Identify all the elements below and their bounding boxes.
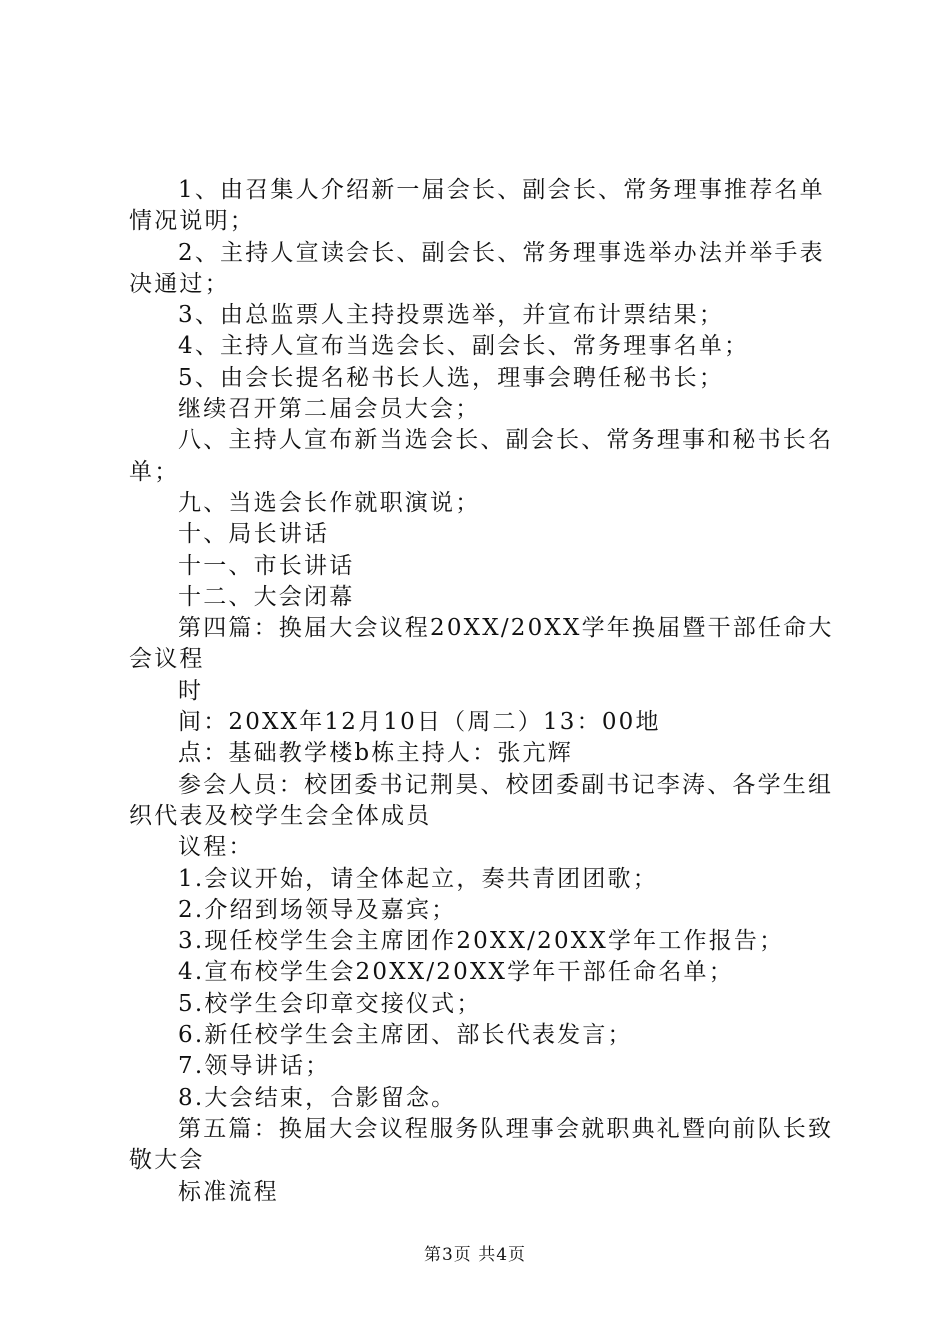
agenda-item: 4.宣布校学生会20XX/20XX学年干部任命名单； — [178, 959, 734, 986]
paragraph: 1、由召集人介绍新一届会长、副会长、常务理事推荐名单情况说明； — [129, 177, 825, 235]
paragraph: 十、局长讲话 — [178, 521, 330, 548]
page-footer: 第3页 共4页 — [423, 1245, 527, 1265]
paragraph: 2、主持人宣读会长、副会长、常务理事选举办法并举手表决通过； — [129, 239, 825, 297]
paragraph: 5、由会长提名秘书长人选，理事会聘任秘书长； — [178, 364, 725, 391]
agenda-item: 6.新任校学生会主席团、部长代表发言； — [178, 1022, 633, 1049]
paragraph: 八、主持人宣布新当选会长、副会长、常务理事和秘书长名单； — [129, 427, 834, 485]
paragraph: 继续召开第二届会员大会； — [178, 396, 481, 423]
paragraph: 点：基础教学楼b栋主持人：张亢辉 — [178, 740, 573, 767]
agenda-item: 5.校学生会印章交接仪式； — [178, 990, 482, 1017]
agenda-item: 7.领导讲话； — [178, 1053, 331, 1080]
paragraph: 3、由总监票人主持投票选举，并宣布计票结果； — [178, 302, 725, 329]
agenda-item: 2.介绍到场领导及嘉宾； — [178, 896, 457, 923]
paragraph: 十一、市长讲话 — [178, 552, 355, 579]
paragraph: 参会人员：校团委书记荆昊、校团委副书记李涛、各学生组织代表及校学生会全体成员 — [129, 771, 834, 829]
document-body — [129, 175, 835, 1208]
agenda-item: 3.现任校学生会主席团作20XX/20XX学年工作报告； — [178, 928, 785, 955]
paragraph: 十二、大会闭幕 — [178, 583, 355, 610]
agenda-item: 1.会议开始，请全体起立，奏共青团团歌； — [178, 865, 658, 892]
paragraph: 间：20XX年12月10日（周二）13：00地 — [178, 709, 661, 736]
paragraph: 4、主持人宣布当选会长、副会长、常务理事名单； — [178, 333, 750, 360]
section-heading: 第四篇：换届大会议程20XX/20XX学年换届暨干部任命大会议程 — [129, 615, 834, 673]
agenda-item: 8.大会结束，合影留念。 — [178, 1084, 457, 1111]
section-heading: 第五篇：换届大会议程服务队理事会就职典礼暨向前队长致敬大会 — [129, 1115, 834, 1174]
paragraph: 议程： — [178, 834, 254, 861]
paragraph: 时 — [178, 677, 204, 704]
paragraph: 标准流程 — [178, 1178, 279, 1205]
paragraph: 九、当选会长作就职演说； — [178, 489, 481, 516]
